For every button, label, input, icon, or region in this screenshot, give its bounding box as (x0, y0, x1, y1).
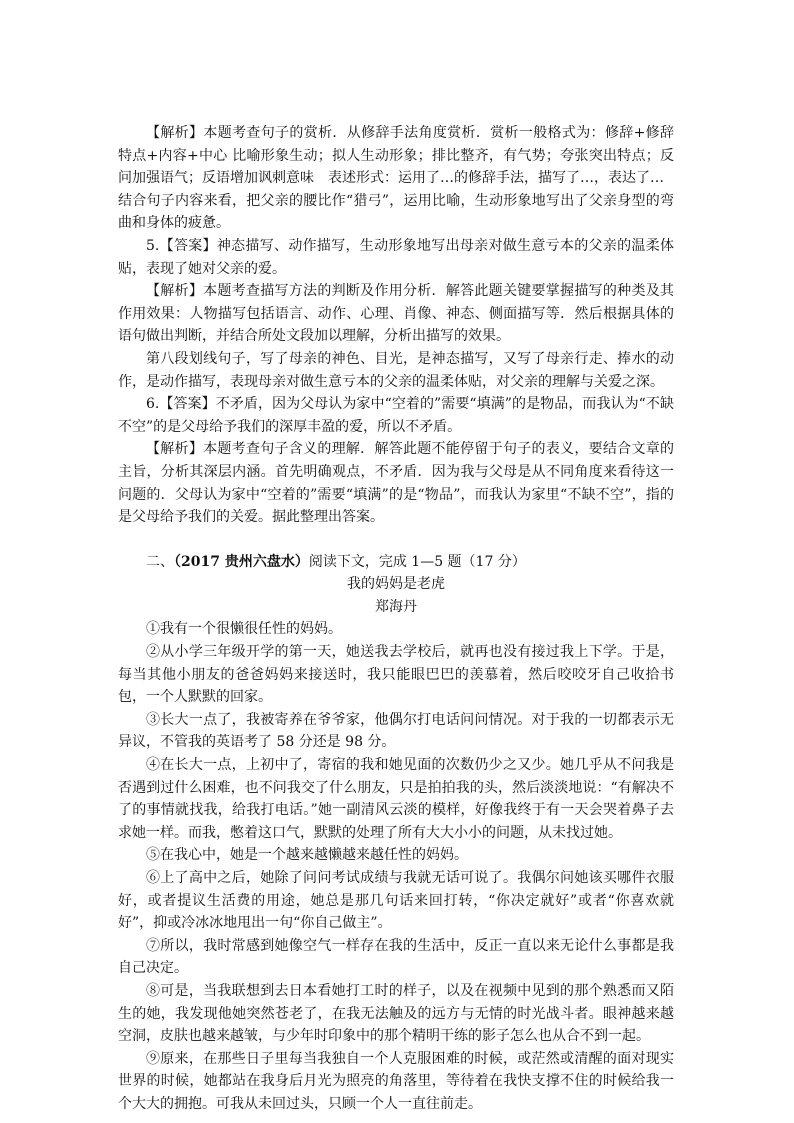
article-paragraph: ④在长大一点，上初中了，寄宿的我和她见面的次数仍少之又少。她几乎从不问我是否遇到过什么困难，也不问我交了什么朋友，只是拍拍我的头，然后淡淡地说：“有解决不了的事情就找我，给我打电话。”她一副清风云淡的模样，好像我终于有一天会哭着鼻子去求她一样。而我，憋着这口气，默默的处理了所有大大小小的问题，从未找过她。 (118, 757, 674, 841)
section-heading (118, 551, 674, 574)
article-paragraph: ⑨原来，在那些日子里每当我独自一个人克服困难的时候，或茫然或清醒的面对现实世界的时候，她都站在我身后月光为照亮的角落里，等待着在我快支撑不住的时候给我一个大大的拥抱。可我从未回过头，只顾一个人一直往前走。 (118, 1050, 674, 1112)
document-page (118, 122, 674, 1116)
answer-q5: 5.【答案】神态描写、动作描写，生动形象地写出母亲对做生意亏本的父亲的温柔体贴，表现了她对父亲的爱。 (118, 237, 674, 277)
answer-q6: 6.【答案】不矛盾，因为父母认为家中“空着的”需要“填满”的是物品，而我认为“不缺不空”的是父母给予我们的深厚丰盈的爱，所以不矛盾。 (118, 396, 674, 435)
section-instruction: 阅读下文，完成 1—5 题（17 分） (308, 553, 526, 570)
analysis-q5: 【解析】本题考查描写方法的判断及作用分析．解答此题关键要掌握描写的种类及其作用效果：人物描写包括语言、动作、心理、肖像、神态、侧面描写等．然后根据具体的语句做出判断，并结合所处文段加以理解，分析出描写的效果。 (118, 283, 674, 345)
analysis-q5-cont: 第八段划线句子，写了母亲的神色、目光，是神态描写，又写了母亲行走、捧水的动作，是动作描写，表现母亲对做生意亏本的父亲的温柔体贴，对父亲的理解与关爱之深。 (118, 350, 674, 390)
section-spacer (118, 529, 674, 551)
article-paragraph: ①我有一个很懒很任性的妈妈。 (146, 621, 342, 638)
article-author: 郑海丹 (375, 598, 417, 615)
article-paragraph: ②从小学三年级开学的第一天，她送我去学校后，就再也没有接过我上下学。于是，每当其他小朋友的爸爸妈妈来接送时，我只能眼巴巴的羡慕着，然后咬咬牙自己收拾书包，一个人默默的回家。 (118, 644, 674, 706)
article-paragraph: ⑤在我心中，她是一个越来越懒越来越任性的妈妈。 (146, 847, 468, 864)
analysis-q3: 【解析】本题考查句子的赏析．从修辞手法角度赏析．赏析一般格式为：修辞+修辞特点+内容+中心 比喻形象生动；拟人生动形象；排比整齐，有气势；夸张突出特点；反问加强语气；反语增加讽刺意味 表述形式：运用了…的修辞手法，描写了…，表达了… (118, 125, 674, 187)
article-paragraph: ⑦所以，我时常感到她像空气一样存在我的生活中，反正一直以来无论什么事都是我自己决定。 (118, 937, 674, 977)
article-title: 我的妈妈是老虎 (347, 576, 445, 593)
article-paragraph: ⑧可是，当我联想到去日本看她打工时的样子，以及在视频中见到的那个熟悉而又陌生的她，我发现他她突然苍老了，在我无法触及的远方与无情的时光战斗者。眼神越来越空洞，皮肤也越来越皱，与少年时印象中的那个精明干练的影子怎么也从合不到一起。 (118, 982, 674, 1045)
analysis-q6: 【解析】本题考查句子含义的理解．解答此题不能停留于句子的表义，要结合文章的主旨，分析其深层内涵。首先明确观点，不矛盾．因为我与父母是从不同角度来看待这一问题的．父母认为家中“空着的”需要“填满”的是“物品”，而我认为家里“不缺不空”，指的是父母给予我们的关爱。据此整理出答案。 (118, 441, 674, 526)
section-source: （2017 贵州六盘水） (174, 553, 309, 570)
article-paragraph: ⑥上了高中之后，她除了问问考试成绩与我就无话可说了。我偶尔问她该买哪件衣服好，或者提议生活费的用途，她总是那几句话来回打转，“你决定就好”或者“你喜欢就好”，抑或冷冰冰地甩出一句“你自己做主”。 (118, 870, 674, 932)
section-prefix: 二、 (146, 553, 174, 570)
article-paragraph: ③长大一点了，我被寄养在爷爷家，他偶尔打电话问问情况。对于我的一切都表示无异议，不管我的英语考了 58 分还是 98 分。 (118, 711, 674, 751)
analysis-q3-cont: 结合句子内容来看，把父亲的腰比作“猎弓”，运用比喻，生动形象地写出了父亲身型的弯曲和身体的疲惫。 (118, 192, 674, 232)
